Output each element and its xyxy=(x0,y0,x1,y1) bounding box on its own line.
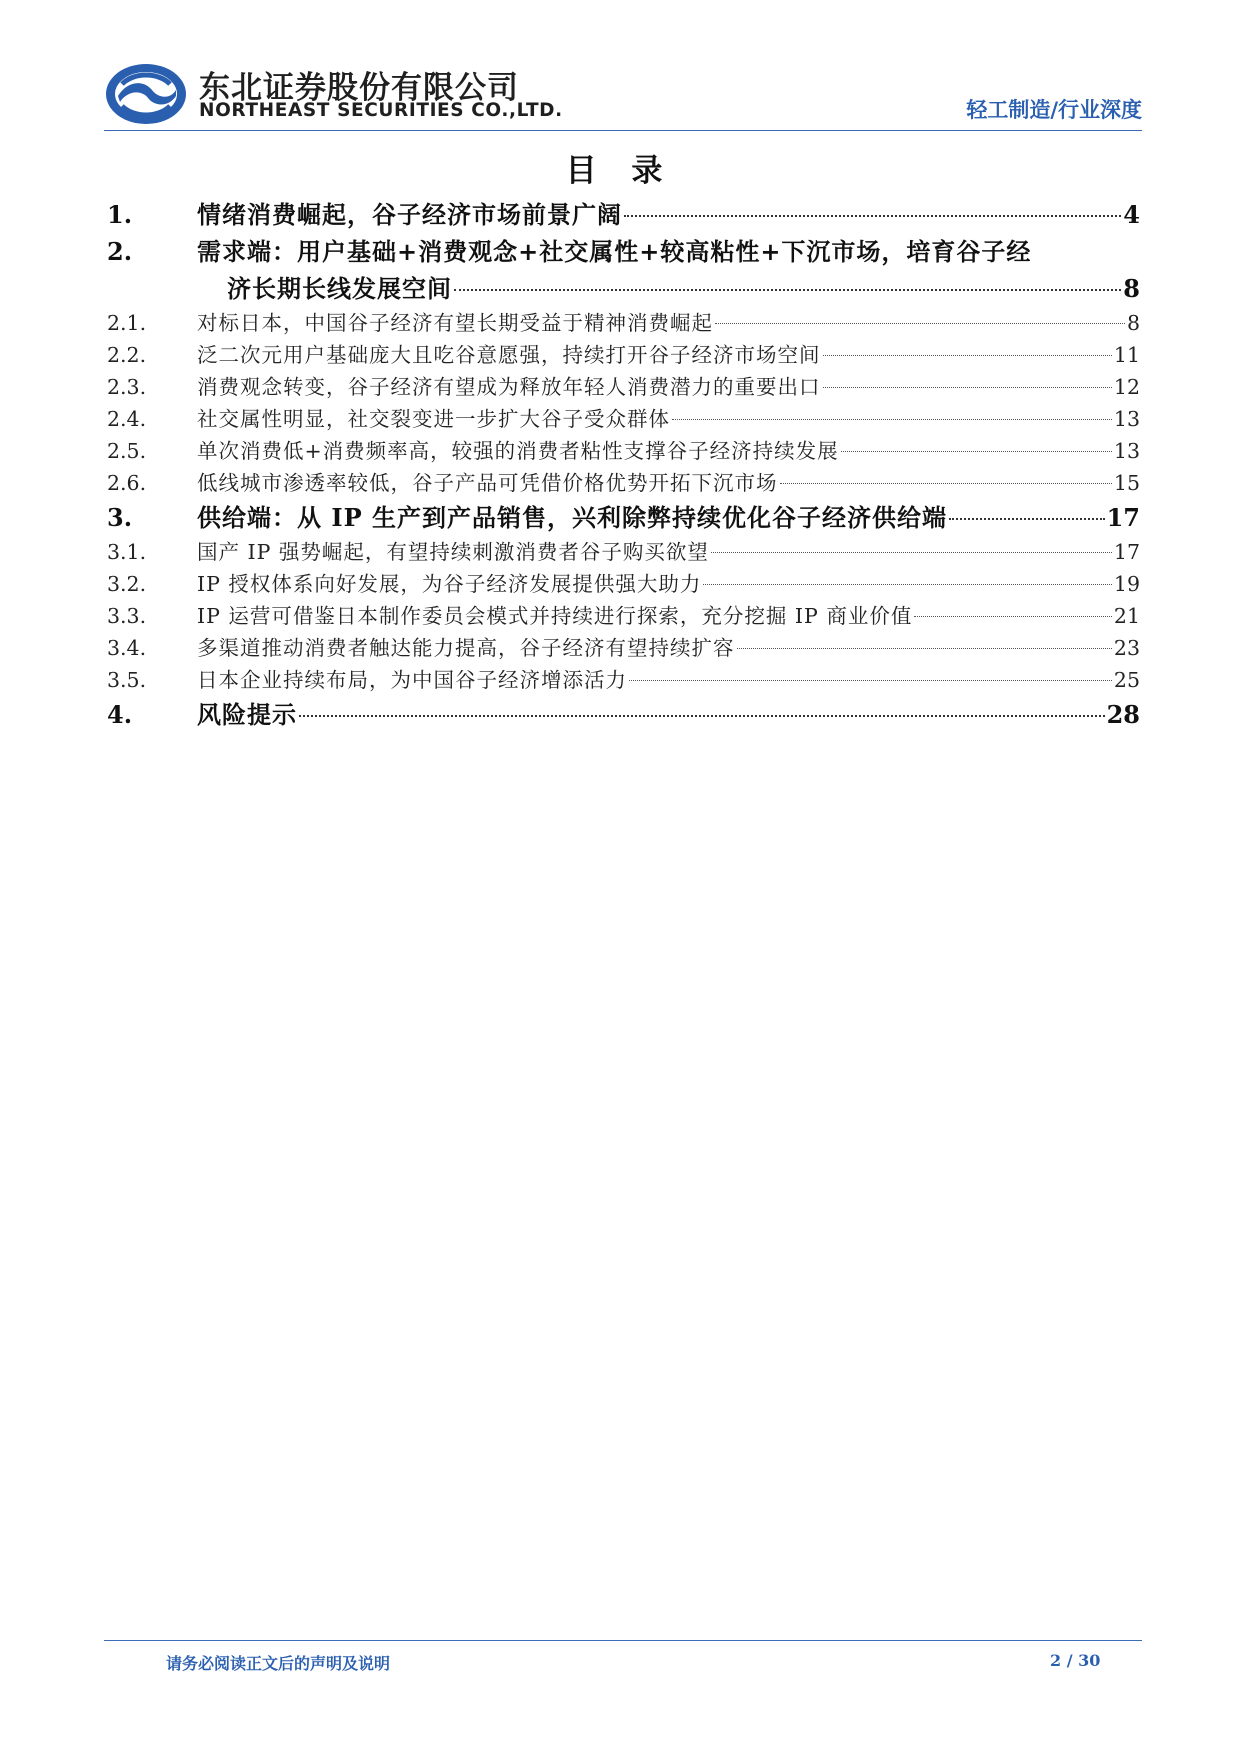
toc-entry-text: 风险提示 xyxy=(197,700,297,729)
toc-entry-number: 2.3. xyxy=(107,375,147,399)
toc-entry-2-1[interactable] xyxy=(107,307,1140,339)
toc-leader-dots xyxy=(454,288,1121,291)
company-logo-icon xyxy=(104,62,188,126)
toc-entry-number: 3. xyxy=(107,503,133,532)
toc-entry-text: IP 运营可借鉴日本制作委员会模式并持续进行探索，充分挖掘 IP 商业价值 xyxy=(197,604,913,628)
toc-entry-number: 3.5. xyxy=(107,668,147,692)
toc-entry-number: 2.5. xyxy=(107,439,147,463)
toc-entry-text: 情绪消费崛起，谷子经济市场前景广阔 xyxy=(197,200,622,229)
toc-entry-2-4[interactable] xyxy=(107,403,1140,435)
page-footer xyxy=(104,1640,1142,1673)
toc-leader-dots xyxy=(823,386,1112,388)
toc-entry-text: 国产 IP 强势崛起，有望持续刺激消费者谷子购买欲望 xyxy=(197,540,709,564)
toc-entry-number: 3.4. xyxy=(107,636,147,660)
toc-entry-text: 多渠道推动消费者触达能力提高，谷子经济有望持续扩容 xyxy=(197,636,735,660)
toc-title: 目 录 xyxy=(565,153,675,189)
table-of-contents xyxy=(107,196,1140,733)
toc-entry-page: 13 xyxy=(1113,439,1140,463)
toc-entry-2-2[interactable] xyxy=(107,339,1140,371)
toc-entry-page: 8 xyxy=(1123,274,1140,303)
toc-entry-page: 8 xyxy=(1126,311,1140,335)
toc-entry-page: 17 xyxy=(1113,540,1140,564)
toc-entry-number: 2.1. xyxy=(107,311,147,335)
toc-entry-page: 28 xyxy=(1106,700,1140,729)
toc-entry-number: 4. xyxy=(107,700,133,729)
page-header xyxy=(104,52,1142,131)
toc-entry-text: IP 授权体系向好发展，为谷子经济发展提供强大助力 xyxy=(197,572,702,596)
toc-leader-dots xyxy=(737,647,1112,649)
toc-entry-text: 消费观念转变，谷子经济有望成为释放年轻人消费潜力的重要出口 xyxy=(197,375,821,399)
toc-entry-2[interactable] xyxy=(107,233,1140,307)
toc-entry-number: 3.3. xyxy=(107,604,147,628)
toc-entry-page: 13 xyxy=(1113,407,1140,431)
page-number: 2 / 30 xyxy=(1050,1651,1101,1670)
toc-entry-number: 2. xyxy=(107,237,133,266)
toc-leader-dots xyxy=(672,418,1112,420)
toc-entry-2-6[interactable] xyxy=(107,467,1140,499)
toc-entry-2-3[interactable] xyxy=(107,371,1140,403)
toc-entry-text: 日本企业持续布局，为中国谷子经济增添活力 xyxy=(197,668,627,692)
toc-leader-dots xyxy=(703,583,1111,585)
toc-entry-number: 2.4. xyxy=(107,407,147,431)
toc-entry-3-2[interactable] xyxy=(107,568,1140,600)
toc-entry-page: 19 xyxy=(1113,572,1140,596)
toc-entry-text: 供给端：从 IP 生产到产品销售，兴利除弊持续优化谷子经济供给端 xyxy=(197,503,947,532)
toc-entry-number: 3.2. xyxy=(107,572,147,596)
toc-entry-3-4[interactable] xyxy=(107,632,1140,664)
report-category: 轻工制造/行业深度 xyxy=(966,98,1142,122)
toc-entry-text: 对标日本，中国谷子经济有望长期受益于精神消费崛起 xyxy=(197,311,713,335)
toc-entry-text: 低线城市渗透率较低，谷子产品可凭借价格优势开拓下沉市场 xyxy=(197,471,778,495)
toc-entry-page: 15 xyxy=(1113,471,1140,495)
toc-entry-3-3[interactable] xyxy=(107,600,1140,632)
toc-entry-3[interactable] xyxy=(107,499,1140,536)
toc-entry-4[interactable] xyxy=(107,696,1140,733)
toc-entry-text-continued: 济长期长线发展空间 xyxy=(227,274,452,303)
toc-entry-text: 需求端：用户基础+消费观念+社交属性+较高粘性+下沉市场，培育谷子经 xyxy=(197,237,1032,266)
toc-entry-text: 单次消费低+消费频率高，较强的消费者粘性支撑谷子经济持续发展 xyxy=(197,439,839,463)
toc-entry-page: 11 xyxy=(1113,343,1140,367)
toc-entry-page: 23 xyxy=(1113,636,1140,660)
toc-entry-page: 25 xyxy=(1113,668,1140,692)
toc-entry-1[interactable] xyxy=(107,196,1140,233)
toc-entry-3-5[interactable] xyxy=(107,664,1140,696)
toc-leader-dots xyxy=(841,450,1112,452)
company-name-cn: 东北证券股份有限公司 xyxy=(199,70,519,106)
toc-leader-dots xyxy=(715,322,1125,324)
toc-entry-page: 17 xyxy=(1106,503,1140,532)
toc-entry-text: 泛二次元用户基础庞大且吃谷意愿强，持续打开谷子经济市场空间 xyxy=(197,343,821,367)
toc-leader-dots xyxy=(949,517,1105,520)
toc-leader-dots xyxy=(299,714,1105,717)
toc-leader-dots xyxy=(629,679,1112,681)
company-name-en: NORTHEAST SECURITIES CO.,LTD. xyxy=(199,100,563,121)
toc-leader-dots xyxy=(914,615,1112,617)
toc-leader-dots xyxy=(624,214,1121,217)
footer-disclaimer: 请务必阅读正文后的声明及说明 xyxy=(166,1654,391,1673)
toc-leader-dots xyxy=(711,551,1112,553)
toc-entry-text: 社交属性明显，社交裂变进一步扩大谷子受众群体 xyxy=(197,407,670,431)
toc-leader-dots xyxy=(780,482,1112,484)
toc-entry-number: 1. xyxy=(107,200,133,229)
toc-entry-number: 2.6. xyxy=(107,471,147,495)
toc-entry-number: 2.2. xyxy=(107,343,147,367)
toc-entry-number: 3.1. xyxy=(107,540,147,564)
toc-entry-page: 12 xyxy=(1113,375,1140,399)
toc-entry-page: 21 xyxy=(1113,604,1140,628)
toc-entry-page: 4 xyxy=(1123,200,1140,229)
toc-leader-dots xyxy=(823,354,1112,356)
toc-entry-2-5[interactable] xyxy=(107,435,1140,467)
toc-entry-3-1[interactable] xyxy=(107,536,1140,568)
